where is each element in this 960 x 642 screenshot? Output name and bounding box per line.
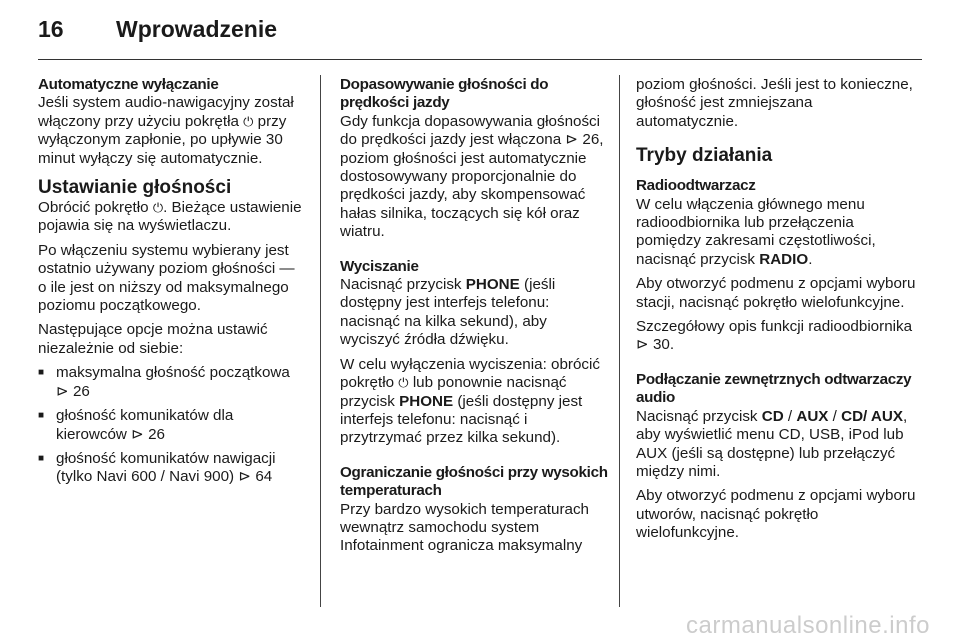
paragraph-volume-2: Po włączeniu systemu wybierany jest ostatnio używany poziom głośności — o ile jest on niższy od maksymalnego poziomu początkowego.	[38, 241, 295, 315]
heading-temperature: Ograniczanie głośności przy wysokich temperaturach	[340, 463, 608, 500]
heading-volume: Ustawianie głośności	[38, 177, 232, 199]
column-1	[38, 76, 306, 493]
heading-external-audio: Podłączanie zewnętrznych odtwarzaczy audio	[636, 370, 912, 407]
paragraph-radio-3: Szczegółowy opis funkcji radioodbiornika ⊳ 30.	[636, 318, 913, 354]
page-reference-arrow-icon: ⊳	[636, 336, 649, 354]
paragraph-external-audio: Nacisnąć przycisk CD / AUX / CD/ AUX, aby wyświetlić menu CD, USB, iPod lub AUX (jeśli są dostępne) lub przełączyć między nimi.	[636, 407, 908, 480]
page-reference-arrow-icon: ⊳	[56, 382, 69, 400]
paragraph-auto-off: Jeśli system audio-nawigacyjny został włączony przy użyciu pokrętła ⏻ przy wyłączonym zapłonie, po upływie 30 minut wyłączy się automatycznie.	[38, 94, 294, 167]
chapter-title: Wprowadzenie	[116, 16, 278, 42]
page-header	[38, 16, 277, 48]
page-reference-arrow-icon: ⊳	[131, 425, 144, 443]
paragraph-mute: Nacisnąć przycisk PHONE (jeśli dostępny jest interfejs telefonu: nacisnąć na kilka sekund), aby wyciszyć źródła dźwięku.	[340, 276, 556, 349]
paragraph-external-audio-2: Aby otworzyć podmenu z opcjami wyboru utworów, nacisnąć pokrętło wielofunkcyjne.	[636, 487, 916, 542]
page-reference-arrow-icon: ⊳	[565, 131, 579, 149]
list-item: ■ głośność komunikatów dla kierowców ⊳ 26	[38, 407, 306, 444]
column-2	[340, 76, 608, 562]
paragraph-radio-2: Aby otworzyć podmenu z opcjami wyboru stacji, nacisnąć pokrętło wielofunkcyjne.	[636, 275, 916, 311]
paragraph-continued: poziom głośności. Jeśli jest to konieczne, głośność jest zmniejszana automatycznie.	[636, 76, 913, 130]
heading-mute: Wyciszanie	[340, 257, 419, 275]
paragraph-volume: Obrócić pokrętło ⏻. Bieżące ustawienie pojawia się na wyświetlaczu.	[38, 199, 302, 235]
list-item: ■ głośność komunikatów nawigacji (tylko Navi 600 / Navi 900) ⊳ 64	[38, 450, 306, 487]
paragraph-volume-3: Następujące opcje można ustawić niezależnie od siebie:	[38, 321, 268, 357]
paragraph-radio: W celu włączenia głównego menu radioodbiornika lub przełączenia pomiędzy zakresami częstotliwości, nacisnąć przycisk RADIO.	[636, 195, 876, 268]
power-knob-icon: ⏻	[152, 200, 164, 216]
heading-auto-off: Automatyczne wyłączanie	[38, 76, 219, 93]
watermark: carmanualsonline.info	[686, 612, 930, 639]
power-knob-icon: ⏻	[243, 113, 254, 129]
column-3	[636, 76, 916, 549]
heading-speed-volume: Dopasowywanie głośności do prędkości jazdy	[340, 76, 549, 112]
paragraph-speed-volume: Gdy funkcja dopasowywania głośności do prędkości jazdy jest włączona ⊳ 26, poziom głośności jest automatycznie dostosowywany proporcjonalnie do prędkości jazdy, aby skompensować hałas silnika, toczących się kół oraz wiatru.	[340, 112, 604, 241]
column-divider	[320, 75, 321, 607]
list-item: ■ maksymalna głośność początkowa ⊳ 26	[38, 364, 306, 401]
heading-modes: Tryby działania	[636, 145, 773, 167]
heading-radio: Radioodtwarzacz	[636, 177, 756, 195]
column-divider	[619, 75, 620, 607]
power-knob-icon: ⏻	[398, 375, 409, 391]
header-rule	[38, 59, 922, 60]
page-number: 16	[38, 16, 64, 42]
volume-options-list	[38, 364, 306, 486]
paragraph-temperature: Przy bardzo wysokich temperaturach wewnątrz samochodu system Infotainment ogranicza maksymalny	[340, 500, 590, 555]
paragraph-unmute: W celu wyłączenia wyciszenia: obrócić pokrętło ⏻ lub ponownie nacisnąć przycisk PHONE (jeśli dostępny jest interfejs telefonu: nacisnąć i przytrzymać przez kilka sekund).	[340, 355, 600, 447]
page-reference-arrow-icon: ⊳	[238, 468, 252, 486]
